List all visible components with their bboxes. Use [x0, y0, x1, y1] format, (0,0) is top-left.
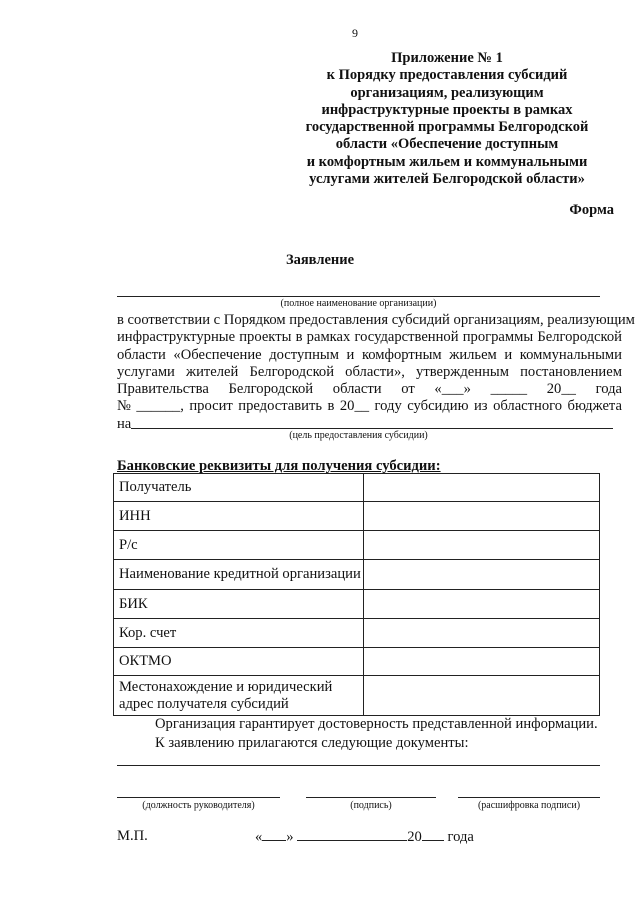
appendix-header: [282, 50, 612, 188]
row-label: Наименование кредитной организации: [114, 560, 364, 590]
appendix-line: услугами жителей Белгородской области»: [309, 171, 585, 188]
row-label: ОКТМО: [114, 648, 364, 676]
appendix-line: и комфортным жильем и коммунальными: [306, 153, 588, 170]
appendix-line: к Порядку предоставления субсидий: [326, 67, 568, 84]
row-value[interactable]: [364, 531, 600, 560]
bank-details-table: [113, 473, 600, 716]
signature-line[interactable]: [306, 797, 436, 798]
row-label: ИНН: [114, 502, 364, 531]
row-value[interactable]: [364, 474, 600, 502]
row-value[interactable]: [364, 502, 600, 531]
table-row: [114, 676, 600, 716]
attachments-line-field[interactable]: [117, 765, 600, 766]
table-row: [114, 590, 600, 619]
body-line-7: на: [117, 416, 622, 433]
row-value[interactable]: [364, 560, 600, 590]
document-title: Заявление: [285, 252, 355, 268]
table-row: [114, 619, 600, 648]
row-label: Местонахождение и юридический адрес получателя субсидий: [114, 676, 364, 716]
application-body: [117, 312, 635, 433]
row-label: Р/с: [114, 531, 364, 560]
appendix-line: области «Обеспечение доступным: [335, 136, 559, 153]
body-line-2: инфраструктурные проекты в рамках государственной программы Белгородской: [117, 329, 622, 346]
appendix-line: Приложение № 1: [391, 50, 503, 66]
day-field[interactable]: [262, 828, 286, 841]
position-line[interactable]: [117, 797, 280, 798]
row-label: Кор. счет: [114, 619, 364, 648]
appendix-line: инфраструктурные проекты в рамках: [321, 101, 573, 118]
body-line-3: области «Обеспечение доступным и комфортным жильем и коммунальными: [117, 346, 622, 363]
year-field[interactable]: [422, 828, 444, 841]
form-label: Форма: [569, 202, 614, 218]
body-line-5: Правительства Белгородской области от «___» _____ 20__ года: [117, 381, 622, 398]
row-value[interactable]: [364, 648, 600, 676]
decode-caption: (расшифровка подписи): [477, 800, 581, 811]
page-number: 9: [352, 26, 358, 40]
row-label: Получатель: [114, 474, 364, 502]
appendix-line: государственной программы Белгородской: [305, 119, 589, 136]
table-row: [114, 560, 600, 590]
bank-heading: Банковские реквизиты для получения субсидии:: [117, 458, 441, 474]
table-row: [114, 531, 600, 560]
decode-line[interactable]: [458, 797, 600, 798]
table-row: [114, 648, 600, 676]
purpose-caption: (цель предоставления субсидии): [289, 430, 428, 441]
position-caption: (должность руководителя): [142, 800, 255, 811]
org-name-line[interactable]: [117, 296, 600, 297]
body-line-4: услугами жителей Белгородской области», утвержденным постановлением: [117, 363, 622, 380]
body-line-1: в соответствии с Порядком предоставления субсидий организациям, реализующим: [117, 312, 635, 328]
org-name-caption: (полное наименование организации): [280, 298, 437, 309]
date-field: « » 20 года: [255, 829, 474, 845]
table-row: [114, 474, 600, 502]
guarantee-text: [155, 715, 598, 753]
signature-caption: (подпись): [350, 800, 392, 811]
table-row: [114, 502, 600, 531]
month-field[interactable]: [297, 828, 407, 841]
row-label: БИК: [114, 590, 364, 619]
attachments-line: К заявлению прилагаются следующие документы:: [155, 735, 469, 751]
row-value[interactable]: [364, 619, 600, 648]
seal-place: М.П.: [117, 828, 148, 844]
row-value[interactable]: [364, 676, 600, 716]
purpose-line[interactable]: [131, 416, 613, 429]
guarantee-line: Организация гарантирует достоверность представленной информации.: [155, 716, 598, 732]
appendix-line: организациям, реализующим: [350, 84, 544, 101]
body-line-6: № ______, просит предоставить в 20__ году субсидию из областного бюджета: [117, 398, 622, 415]
row-value[interactable]: [364, 590, 600, 619]
